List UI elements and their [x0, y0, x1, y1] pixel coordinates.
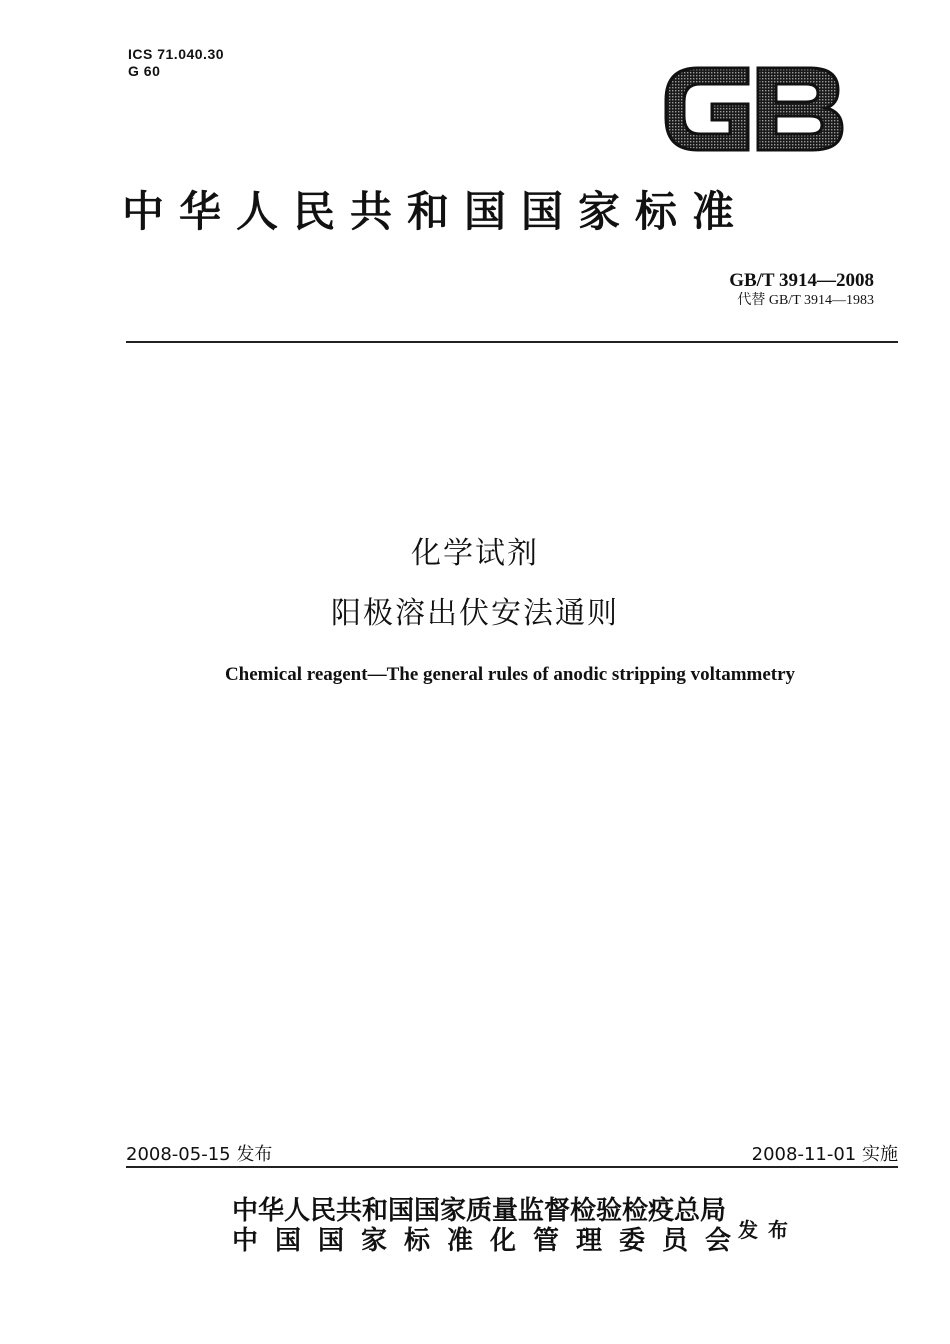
title-cn-line1: 化学试剂	[411, 536, 539, 571]
gb-logo	[660, 60, 846, 156]
standard-number: GB/T 3914—2008	[729, 270, 874, 291]
gb-logo-graphic	[660, 60, 846, 156]
national-standard-heading: 中华人民共和国国家标准	[122, 187, 750, 236]
bottom-divider	[126, 1166, 898, 1168]
ccs-code: G 60	[128, 63, 161, 79]
classification-codes	[128, 46, 224, 80]
implementation-date: 2008-11-01 实施	[751, 1144, 898, 1165]
title-en: Chemical reagent—The general rules of anodic stripping voltammetry	[224, 664, 796, 685]
title-cn-line2: 阳极溶出伏安法通则	[331, 596, 619, 631]
ics-code: ICS 71.040.30	[128, 46, 225, 62]
replaces-standard: 代替 GB/T 3914—1983	[737, 293, 874, 308]
standard-number-block	[729, 270, 874, 310]
issue-date: 2008-05-15 发布	[126, 1144, 273, 1165]
top-divider	[126, 341, 898, 343]
issuer-aqsiq: 中华人民共和国国家质量监督检验检疫总局	[232, 1196, 727, 1226]
publish-label: 发布	[738, 1218, 798, 1242]
issuing-authorities	[232, 1196, 748, 1256]
issuer-sac: 中国国家标准化管理委员会	[232, 1226, 749, 1256]
